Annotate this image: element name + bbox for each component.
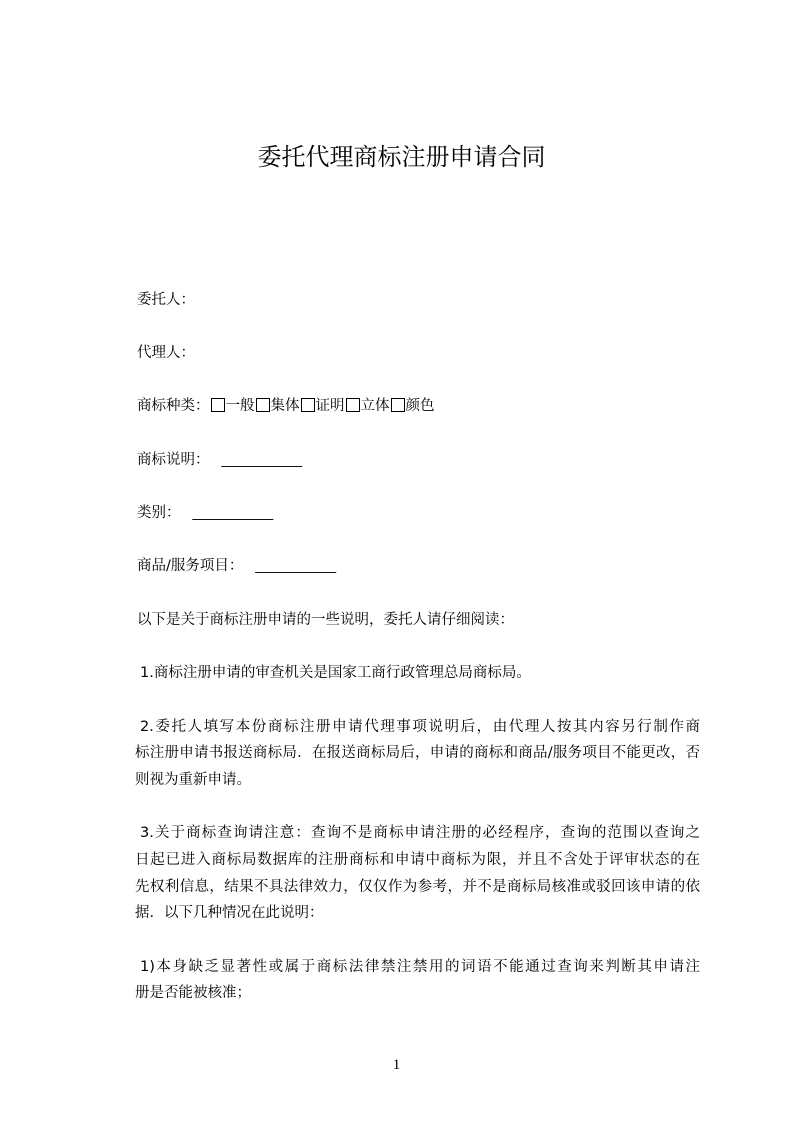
- note-1: [135, 660, 700, 687]
- note-3: [135, 820, 700, 927]
- note-line: 则视为重新申请。: [135, 771, 251, 788]
- goods-services-blank[interactable]: __________: [255, 558, 337, 575]
- class-label: 类别：: [137, 505, 181, 522]
- class-blank[interactable]: __________: [192, 505, 274, 522]
- contract-body: [135, 287, 700, 1034]
- goods-services-label: 商品/服务项目：: [137, 558, 244, 575]
- agent-field: [135, 340, 700, 367]
- class-field: [135, 500, 700, 527]
- page-number: 1: [392, 1057, 401, 1073]
- trademark-description-blank[interactable]: __________: [221, 451, 303, 468]
- goods-services-field: [135, 553, 700, 580]
- note-3-item-1: [135, 954, 700, 1007]
- note-line: 据．以下几种情况在此说明：: [135, 905, 324, 922]
- trademark-type-label: 商标种类：: [137, 398, 210, 415]
- trademark-description-label: 商标说明：: [137, 451, 210, 468]
- option-color-label: 颜色: [405, 398, 435, 415]
- note-line: 1.商标注册申请的审查机关是国家工商行政管理总局商标局。: [140, 665, 531, 682]
- option-3d-label: 立体: [360, 398, 390, 415]
- option-certification-label: 证明: [315, 398, 345, 415]
- checkbox-color[interactable]: [391, 398, 405, 412]
- client-label: 委托人：: [137, 291, 195, 308]
- intro-text: 以下是关于商标注册申请的一些说明，委托人请仔细阅读：: [137, 611, 514, 628]
- trademark-type-field: [135, 393, 700, 420]
- agent-label: 代理人：: [137, 344, 195, 361]
- option-general-label: 一般: [225, 398, 255, 415]
- checkbox-collective[interactable]: [256, 398, 270, 412]
- checkbox-general[interactable]: [211, 398, 225, 412]
- note-line: 1)本身缺乏显著性或属于商标法律禁注禁用的词语不能通过查询来判断其申请注: [140, 958, 700, 975]
- note-2: [135, 714, 700, 794]
- note-line: 日起已进入商标局数据库的注册商标和申请中商标为限，并且不含处于评审状态的在: [135, 852, 700, 869]
- client-field: [135, 287, 700, 314]
- note-line: 3.关于商标查询请注意：查询不是商标申请注册的必经程序，查询的范围以查询之: [140, 825, 700, 842]
- trademark-description-field: [135, 447, 700, 474]
- note-line: 标注册申请书报送商标局．在报送商标局后，申请的商标和商品/服务项目不能更改，否: [135, 745, 700, 762]
- note-line: 册是否能被核准；: [135, 985, 251, 1002]
- option-collective-label: 集体: [270, 398, 300, 415]
- note-line: 2.委托人填写本份商标注册申请代理事项说明后，由代理人按其内容另行制作商: [140, 718, 700, 735]
- page-title: 委托代理商标注册申请合同: [257, 143, 546, 171]
- checkbox-3d[interactable]: [346, 398, 360, 412]
- note-line: 先权利信息，结果不具法律效力，仅仅作为参考，并不是商标局核准或驳回该申请的依: [135, 878, 700, 895]
- checkbox-certification[interactable]: [301, 398, 315, 412]
